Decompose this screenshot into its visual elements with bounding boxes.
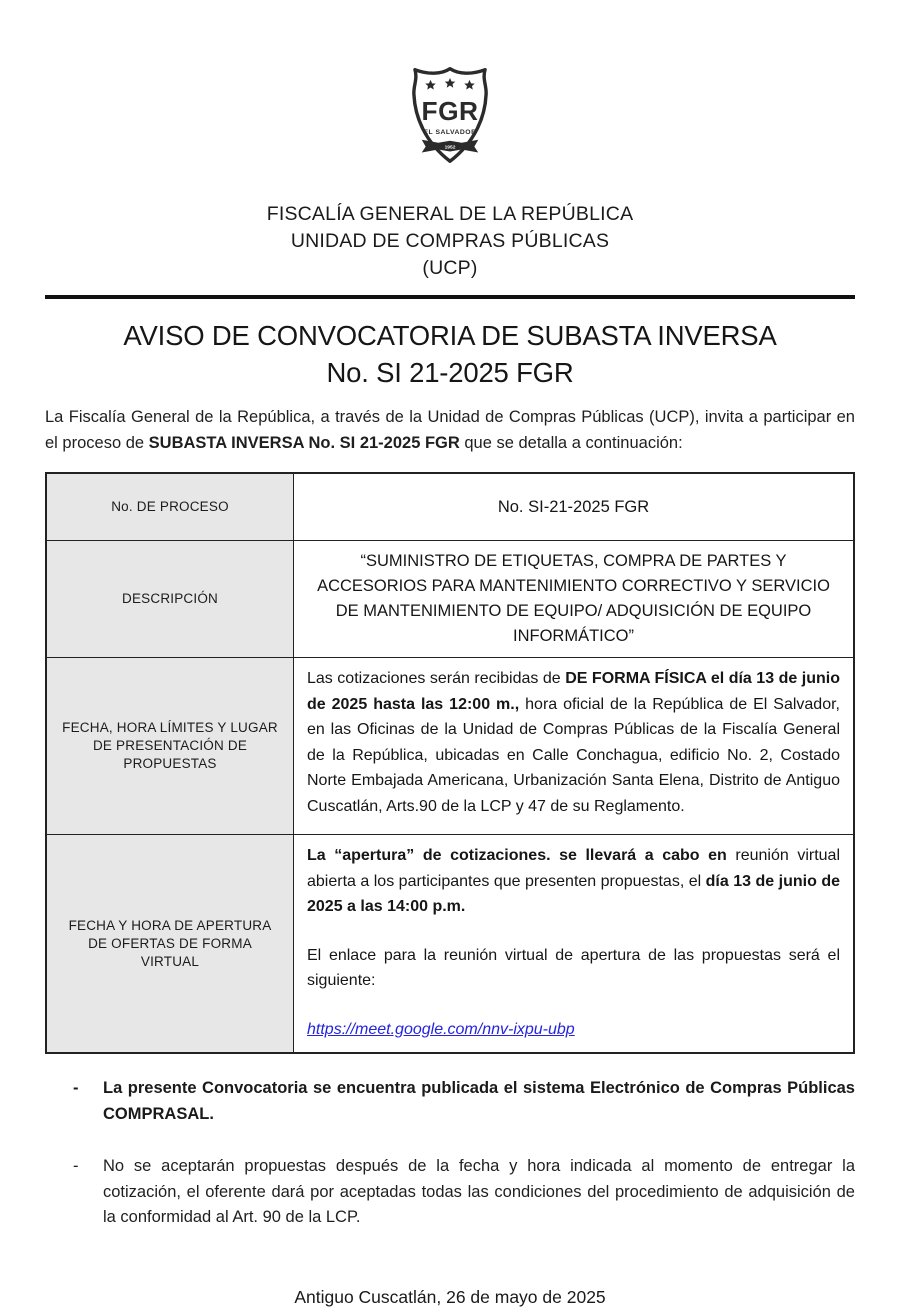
apertura-paragraph-1 [307, 843, 840, 920]
fecha-limites-pre: Las cotizaciones serán recibidas de [307, 670, 566, 687]
logo-acronym: FGR [421, 95, 479, 126]
table-row-apertura [46, 835, 854, 1054]
apertura-paragraph-2: El enlace para la reunión virtual de apertura de las propuestas será el siguiente: [307, 946, 840, 989]
apertura-value [294, 835, 855, 1054]
table-row-proceso [46, 473, 854, 541]
process-number-value: No. SI-21-2025 FGR [294, 473, 855, 541]
meet-link[interactable]: https://meet.google.com/nnv-ixpu-ubp [307, 1020, 575, 1038]
dateline: Antiguo Cuscatlán, 26 de mayo de 2025 [294, 1286, 606, 1307]
table-row-fecha-limites [46, 658, 854, 835]
fecha-limites-value [294, 658, 855, 835]
intro-pre: La Fiscalía General de la República, a través de la Unidad de Compras Públicas (UCP), invita a participar en el proceso de [45, 408, 855, 452]
list-item [45, 1154, 855, 1231]
fecha-limites-post: hora oficial de la República de El Salvador, en las Oficinas de la Unidad de Compras Públicas de la Fiscalía General de la República, ubicadas en Calle Conchagua, edificio No. 2, Costado Norte Embajada Americana, Urbanización Santa Elena, Distrito de Antiguo Cuscatlán, Arts.90 de la LCP y 47 de su Reglamento. [307, 695, 840, 815]
apertura-bold-1: La “apertura” de cotizaciones. se llevará a cabo en [307, 847, 736, 864]
logo-year: 1952 [444, 145, 456, 151]
table-row-descripcion [46, 541, 854, 658]
process-table [45, 472, 855, 1054]
page-title [45, 317, 855, 391]
apertura-bold-2: día 13 de junio de 2025 a las 14:00 p.m. [307, 872, 840, 915]
org-header [45, 201, 855, 282]
apertura-mid: reunión virtual abierta a los participantes que presenten propuestas, el [307, 847, 840, 890]
bullet-text-comprasal: La presente Convocatoria se encuentra publicada el sistema Electrónico de Compras Públicas COMPRASAL. [103, 1079, 855, 1123]
logo-country: EL SALVADOR [423, 128, 477, 136]
description-value: “SUMINISTRO DE ETIQUETAS, COMPRA DE PARTES Y ACCESORIOS PARA MANTENIMIENTO CORRECTIVO Y SERVICIO DE MANTENIMIENTO DE EQUIPO/ ADQUISICIÓN DE EQUIPO INFORMÁTICO” [294, 541, 855, 658]
org-unit: UNIDAD DE COMPRAS PÚBLICAS [290, 230, 610, 252]
title-line-1: AVISO DE CONVOCATORIA DE SUBASTA INVERSA [123, 320, 777, 351]
title-line-2: No. SI 21-2025 FGR [326, 357, 574, 388]
intro-post: que se detalla a continuación: [459, 433, 683, 452]
fgr-shield-icon [389, 58, 511, 170]
bullet-dash: - [73, 1079, 79, 1097]
header-divider [45, 295, 855, 299]
intro-process-number: SUBASTA INVERSA No. SI 21-2025 FGR [148, 433, 460, 452]
org-name: FISCALÍA GENERAL DE LA REPÚBLICA [266, 203, 634, 225]
intro-paragraph [45, 405, 855, 456]
row-label-apertura: FECHA Y HORA DE APERTURA DE OFERTAS DE FORMA VIRTUAL [46, 835, 294, 1054]
bullet-text-no-aceptaran: No se aceptarán propuestas después de la fecha y hora indicada al momento de entregar la cotización, el oferente dará por aceptadas todas las condiciones del procedimiento de adquisición de la conformidad al Art. 90 de la LCP. [103, 1157, 855, 1226]
fgr-logo [45, 58, 855, 175]
notes-list [45, 1076, 855, 1231]
apertura-link-line [307, 1017, 840, 1043]
org-unit-abbr: (UCP) [422, 257, 478, 279]
row-label-descripcion: DESCRIPCIÓN [46, 541, 294, 658]
list-item [45, 1076, 855, 1127]
row-label-proceso: No. DE PROCESO [46, 473, 294, 541]
row-label-fecha-limites: FECHA, HORA LÍMITES Y LUGAR DE PRESENTACIÓN DE PROPUESTAS [46, 658, 294, 835]
fecha-limites-bold: DE FORMA FÍSICA el día 13 de junio de 2025 hasta las 12:00 m., [307, 670, 840, 713]
bullet-dash: - [73, 1157, 79, 1175]
